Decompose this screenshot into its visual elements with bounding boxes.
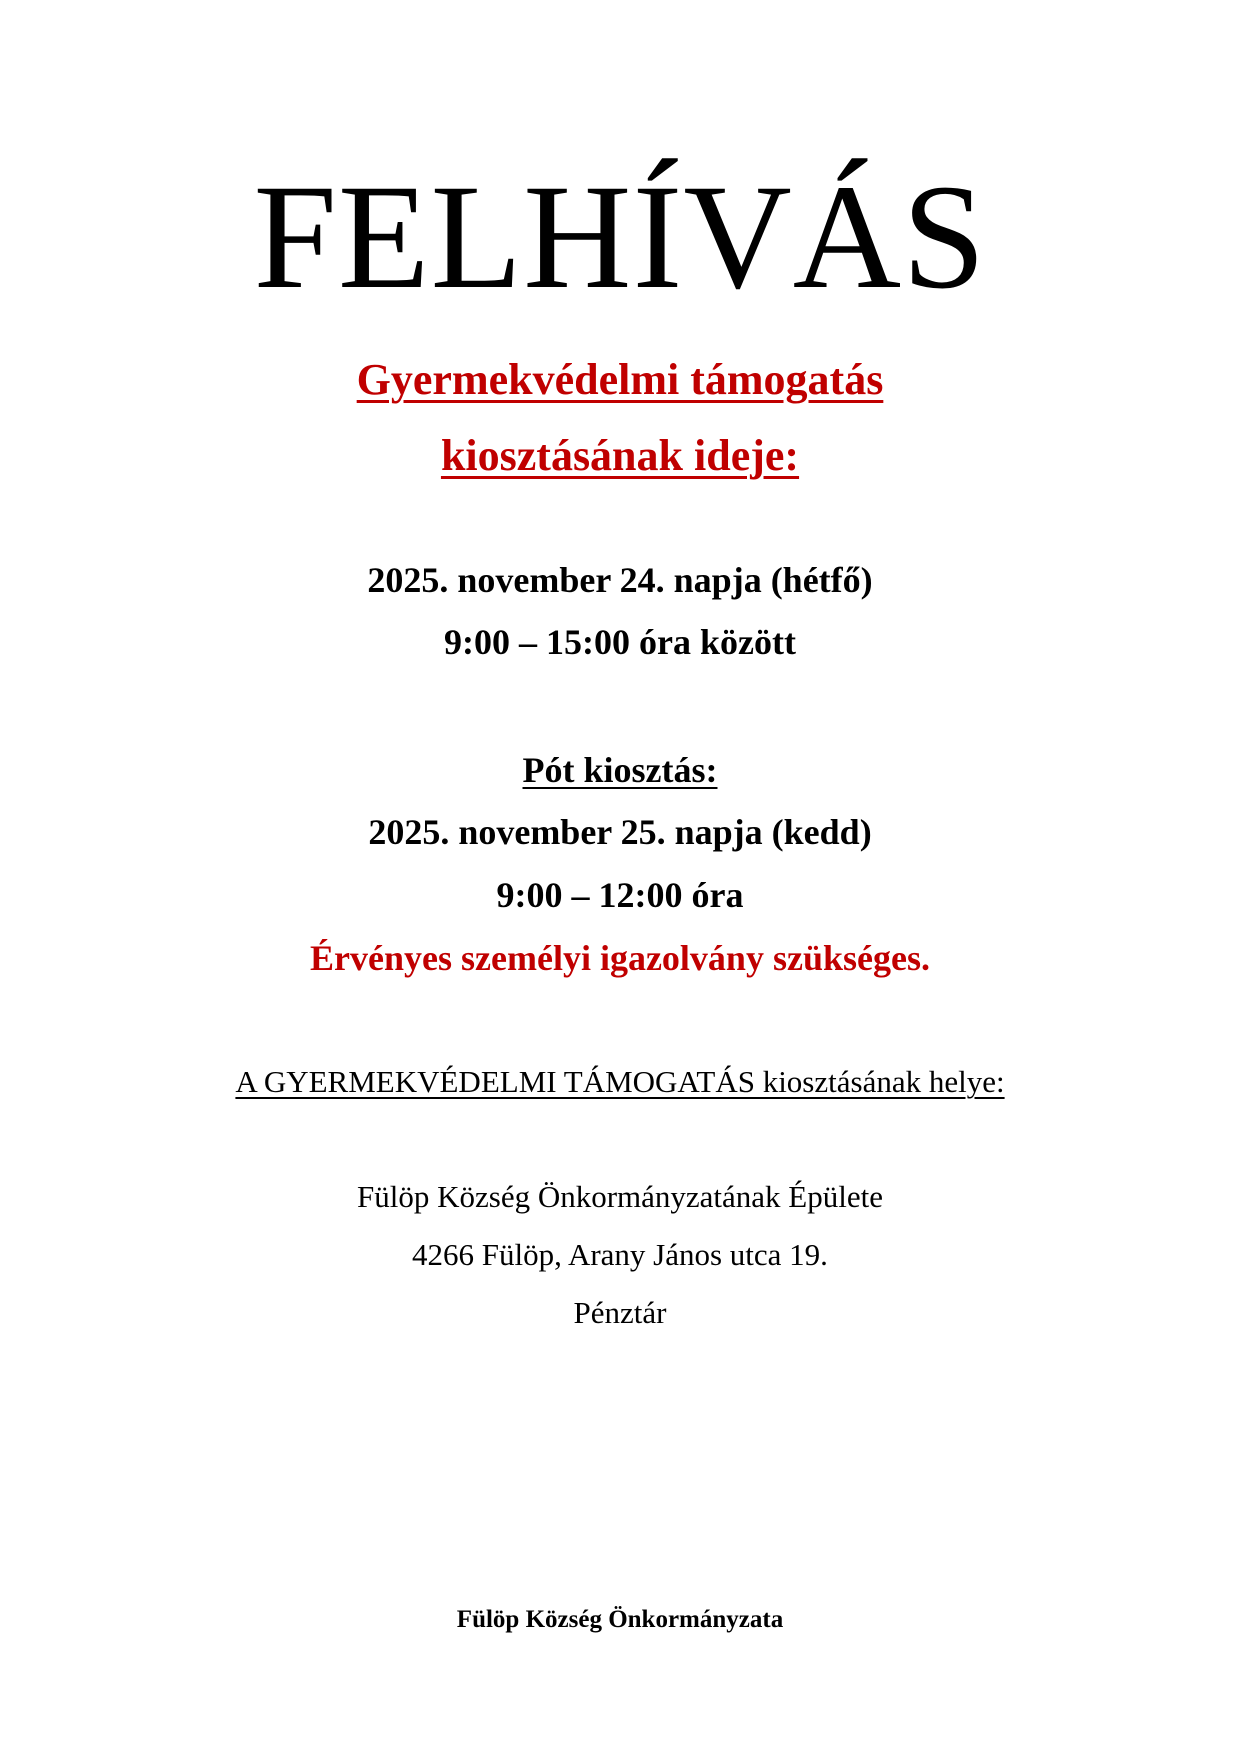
subtitle-line-2 xyxy=(0,428,1240,484)
makeup-distribution-date: 2025. november 25. napja (kedd) xyxy=(368,812,872,852)
subtitle-line-2-text: kiosztásának ideje: xyxy=(440,431,800,480)
location-room: Pénztár xyxy=(573,1295,667,1330)
makeup-distribution-label-text: Pót kiosztás: xyxy=(522,750,718,790)
location-address: 4266 Fülöp, Arany János utca 19. xyxy=(412,1237,828,1272)
page-title: FELHÍVÁS xyxy=(253,154,987,320)
id-required-notice: Érvényes személyi igazolvány szükséges. xyxy=(310,938,930,978)
makeup-distribution-label xyxy=(0,747,1240,793)
issuer-signature: Fülöp Község Önkormányzata xyxy=(456,1606,784,1633)
main-distribution-time: 9:00 – 15:00 óra között xyxy=(444,622,796,662)
subtitle-line-1-text: Gyermekvédelmi támogatás xyxy=(356,355,884,404)
location-label xyxy=(0,1062,1240,1102)
location-label-text: A GYERMEKVÉDELMI TÁMOGATÁS kiosztásának helye: xyxy=(235,1064,1005,1099)
subtitle-line-1 xyxy=(0,352,1240,408)
makeup-distribution-time: 9:00 – 12:00 óra xyxy=(496,875,744,915)
location-building: Fülöp Község Önkormányzatának Épülete xyxy=(357,1179,883,1214)
main-distribution-date: 2025. november 24. napja (hétfő) xyxy=(367,560,873,600)
